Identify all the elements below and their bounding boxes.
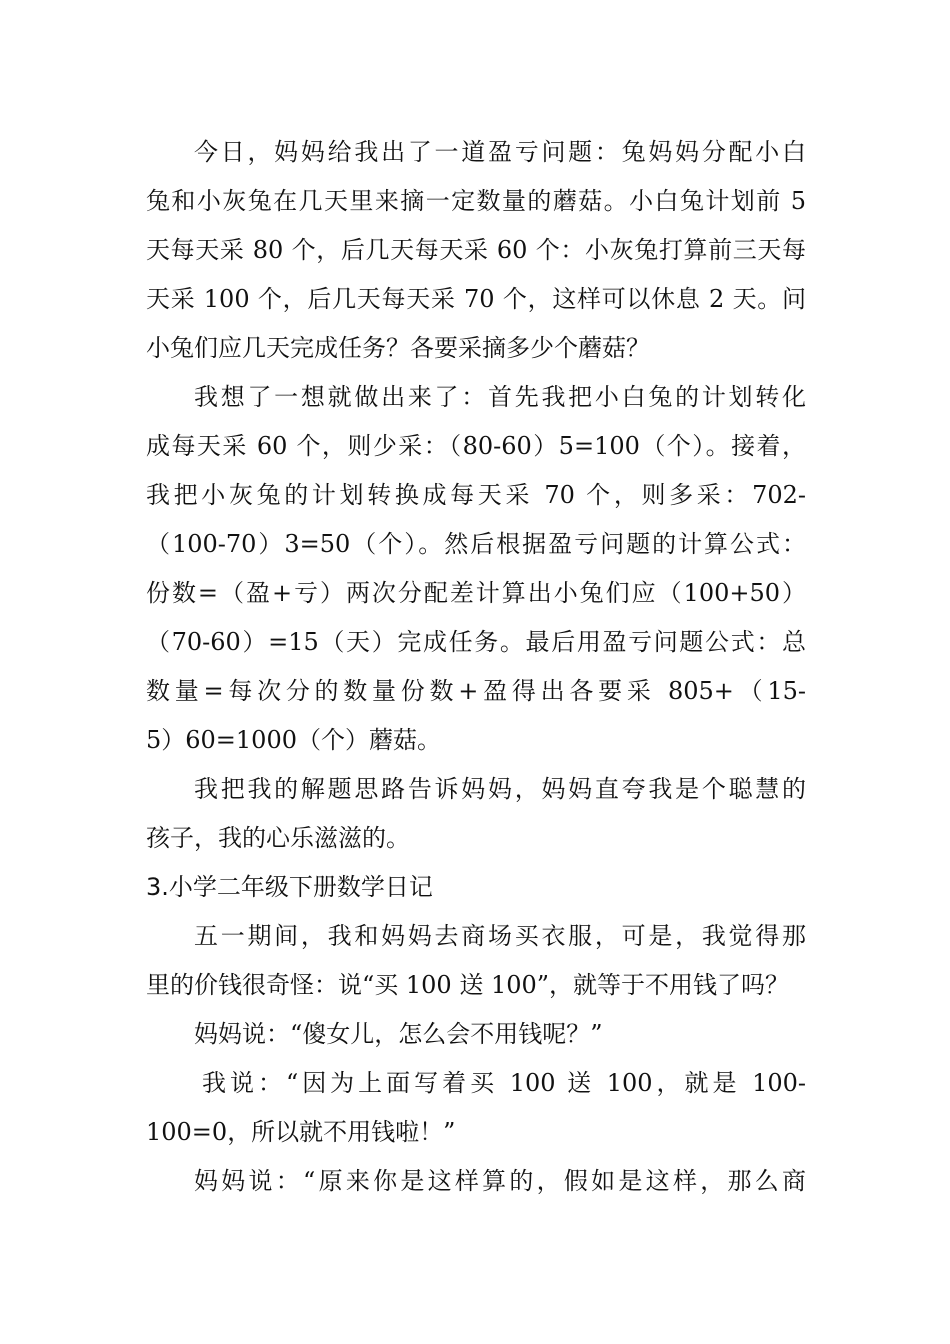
text-line: 兔和小灰兔在几天里来摘一定数量的蘑菇。小白兔计划前 5: [146, 187, 806, 215]
text-line: （70-60）=15（天）完成任务。最后用盈亏问题公式：总: [146, 628, 806, 656]
text-line: 五一期间，我和妈妈去商场买衣服，可是，我觉得那: [194, 922, 806, 950]
section-heading: 3.小学二年级下册数学日记: [146, 873, 433, 901]
text-line: 我说：“因为上面写着买 100 送 100，就是 100-: [202, 1069, 806, 1097]
text-line: 妈妈说：“原来你是这样算的，假如是这样，那么商: [194, 1167, 806, 1195]
text-line: 我把小灰兔的计划转换成每天采 70 个，则多采：702-: [146, 481, 806, 509]
text-line: 天每天采 80 个，后几天每天采 60 个：小灰兔打算前三天每: [146, 236, 806, 264]
text-line: 成每天采 60 个，则少采：（80-60）5=100（个）。接着，: [146, 432, 806, 460]
paragraph-2: [146, 373, 806, 765]
text-line: 我想了一想就做出来了：首先我把小白兔的计划转化: [194, 383, 806, 411]
text-line: 我把我的解题思路告诉妈妈，妈妈直夸我是个聪慧的: [194, 775, 806, 803]
paragraph-6: [146, 1059, 806, 1157]
text-line: 100=0，所以就不用钱啦！”: [146, 1118, 456, 1146]
paragraph-3: [146, 765, 806, 863]
text-line: 孩子，我的心乐滋滋的。: [146, 824, 410, 852]
text-line: 数量=每次分的数量份数+盈得出各要采 805+（15-: [146, 677, 806, 705]
paragraph-5: [146, 1010, 806, 1059]
text-line: 里的价钱很奇怪：说“买 100 送 100”，就等于不用钱了吗？: [146, 971, 790, 999]
paragraph-1: [146, 128, 806, 373]
text-line: 份数=（盈+亏）两次分配差计算出小兔们应（100+50）: [146, 579, 806, 607]
text-line: 天采 100 个，后几天每天采 70 个，这样可以休息 2 天。问: [146, 285, 806, 313]
paragraph-4: [146, 912, 806, 1010]
text-line: 今日，妈妈给我出了一道盈亏问题：兔妈妈分配小白: [194, 138, 806, 166]
text-line: 妈妈说：“傻女儿，怎么会不用钱呢？”: [194, 1020, 603, 1048]
text-line: 小兔们应几天完成任务？各要采摘多少个蘑菇？: [146, 334, 650, 362]
paragraph-7: [146, 1157, 806, 1206]
document-body: [146, 128, 806, 1206]
text-line: 5）60=1000（个）蘑菇。: [146, 726, 441, 754]
text-line: （100-70）3=50（个）。然后根据盈亏问题的计算公式：: [146, 530, 806, 558]
